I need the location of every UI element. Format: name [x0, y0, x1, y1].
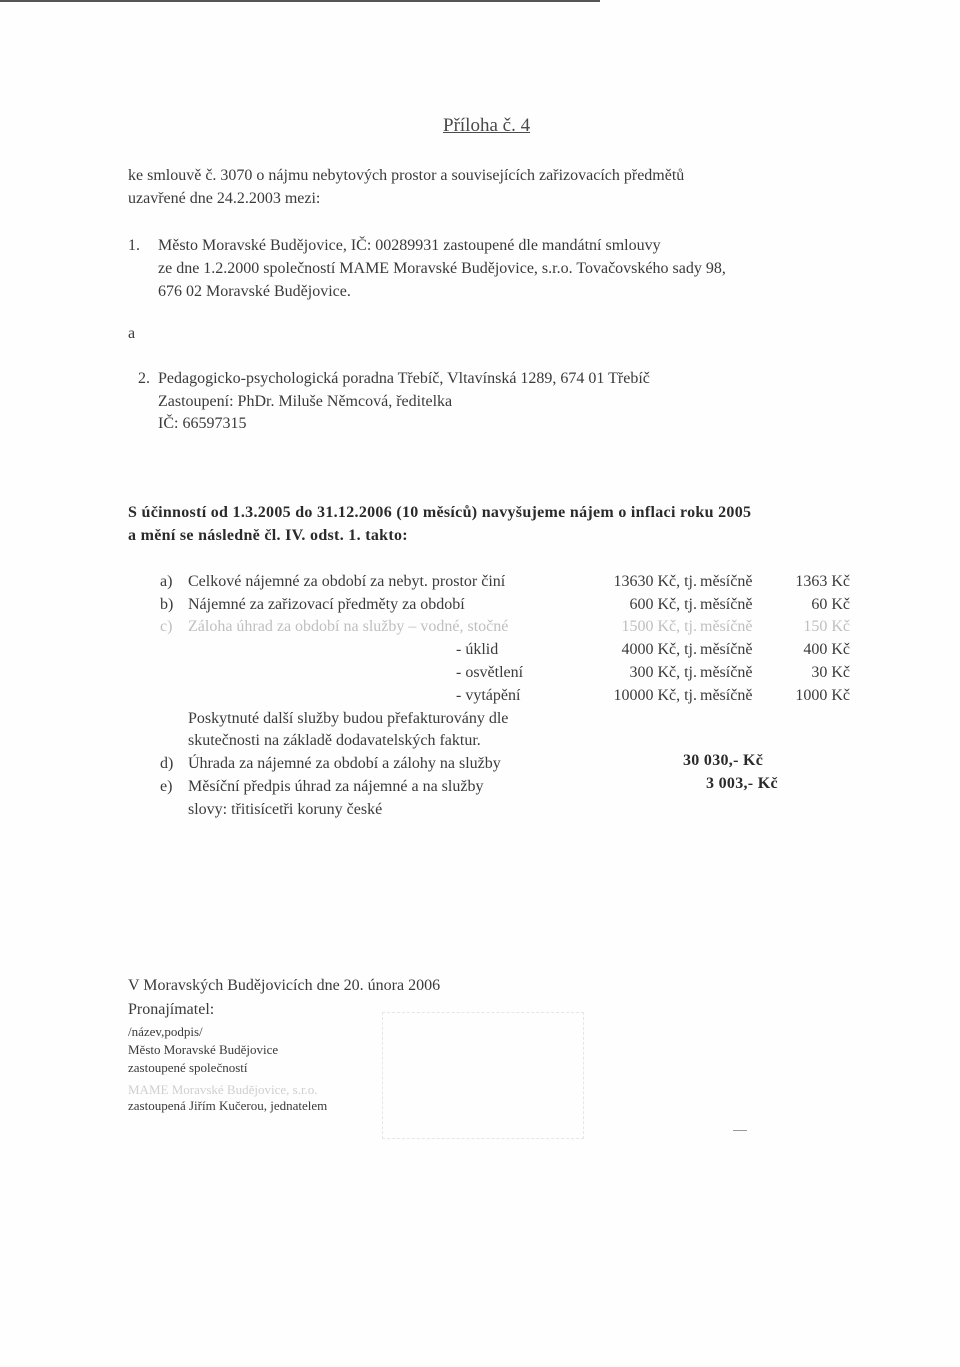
party2-line-1: Pedagogicko-psychologická poradna Třebíč, Vltavínská 1289, 674 01 Třebíč: [158, 370, 650, 387]
party2-number: 2.: [138, 370, 150, 387]
item-c-amount: 1500 Kč, tj.: [621, 618, 697, 635]
party1-line-3: 676 02 Moravské Budějovice.: [158, 283, 351, 300]
item-uklid-monthly: měsíčně: [700, 641, 753, 658]
party1-number: 1.: [128, 237, 140, 254]
services-note-line-1: Poskytnuté další služby budou přefakturovány dle: [188, 710, 509, 727]
item-osvetleni-value: 30 Kč: [811, 664, 850, 681]
item-d-value: 30 030,- Kč: [683, 752, 764, 769]
item-osvetleni-text: - osvětlení: [456, 664, 524, 681]
party1-line-1: Město Moravské Budějovice, IČ: 00289931 zastoupené dle mandátní smlouvy: [158, 237, 661, 254]
party1-line-2: ze dne 1.2.2000 společností MAME Moravské Budějovice, s.r.o. Tovačovského sady 98,: [158, 260, 726, 277]
company-name: MAME Moravské Budějovice, s.r.o.: [128, 1082, 318, 1097]
item-a-monthly: měsíčně: [700, 573, 753, 590]
effect-line-1: S účinností od 1.3.2005 do 31.12.2006 (10 měsíců) navyšujeme nájem o inflaci roku 2005: [128, 504, 752, 521]
effect-line-2: a mění se následně čl. IV. odst. 1. takto:: [128, 527, 408, 544]
item-b-monthly: měsíčně: [700, 596, 753, 613]
item-a-label: a): [160, 573, 173, 590]
item-c-monthly: měsíčně: [700, 618, 753, 635]
party2-line-3: IČ: 66597315: [158, 415, 247, 432]
item-c-value: 150 Kč: [803, 618, 850, 635]
landlord-name: Město Moravské Budějovice: [128, 1042, 279, 1057]
margin-mark: [733, 1130, 747, 1131]
item-b-amount: 600 Kč, tj.: [629, 596, 697, 613]
item-vytapeni-text: - vytápění: [456, 687, 521, 704]
item-b-label: b): [160, 596, 174, 613]
page-title: Příloha č. 4: [443, 115, 531, 136]
item-b-value: 60 Kč: [811, 596, 850, 613]
item-d-label: d): [160, 755, 174, 772]
item-d-text: Úhrada za nájemné za období a zálohy na služby: [188, 755, 501, 772]
name-signature-note: /název,podpis/: [128, 1024, 203, 1039]
intro-line-2: uzavřené dne 24.2.2003 mezi:: [128, 190, 321, 207]
item-vytapeni-amount: 10000 Kč, tj.: [613, 687, 697, 704]
item-c-text: Záloha úhrad za období na služby – vodné, stočné: [188, 618, 509, 635]
item-osvetleni-amount: 300 Kč, tj.: [629, 664, 697, 681]
item-a-text: Celkové nájemné za období za nebyt. prostor činí: [188, 573, 506, 590]
item-c-label: c): [160, 618, 173, 635]
party2-line-2: Zastoupení: PhDr. Miluše Němcová, ředitelka: [158, 393, 453, 410]
signature-stamp-area: [382, 1012, 584, 1139]
item-e-value: 3 003,- Kč: [706, 775, 778, 792]
item-vytapeni-value: 1000 Kč: [795, 687, 850, 704]
amount-in-words: slovy: třitisícetři koruny české: [188, 801, 383, 818]
item-uklid-value: 400 Kč: [803, 641, 850, 658]
representative-name: zastoupená Jiřím Kučerou, jednatelem: [128, 1098, 328, 1113]
place-and-date: V Moravských Budějovicích dne 20. února 2006: [128, 977, 441, 994]
top-rule: [0, 0, 600, 2]
conjunction: a: [128, 325, 136, 342]
item-uklid-text: - úklid: [456, 641, 499, 658]
landlord-label: Pronajímatel:: [128, 1001, 215, 1018]
item-osvetleni-monthly: měsíčně: [700, 664, 753, 681]
intro-line-1: ke smlouvě č. 3070 o nájmu nebytových prostor a souvisejících zařizovacích předmětů: [128, 167, 685, 184]
item-a-value: 1363 Kč: [795, 573, 850, 590]
represented-by-label: zastoupené společností: [128, 1060, 248, 1075]
item-b-text: Nájemné za zařizovací předměty za období: [188, 596, 465, 613]
item-vytapeni-monthly: měsíčně: [700, 687, 753, 704]
item-e-text: Měsíční předpis úhrad za nájemné a na služby: [188, 778, 484, 795]
services-note-line-2: skutečnosti na základě dodavatelských faktur.: [188, 732, 481, 749]
item-uklid-amount: 4000 Kč, tj.: [621, 641, 697, 658]
item-a-amount: 13630 Kč, tj.: [613, 573, 697, 590]
item-e-label: e): [160, 778, 173, 795]
